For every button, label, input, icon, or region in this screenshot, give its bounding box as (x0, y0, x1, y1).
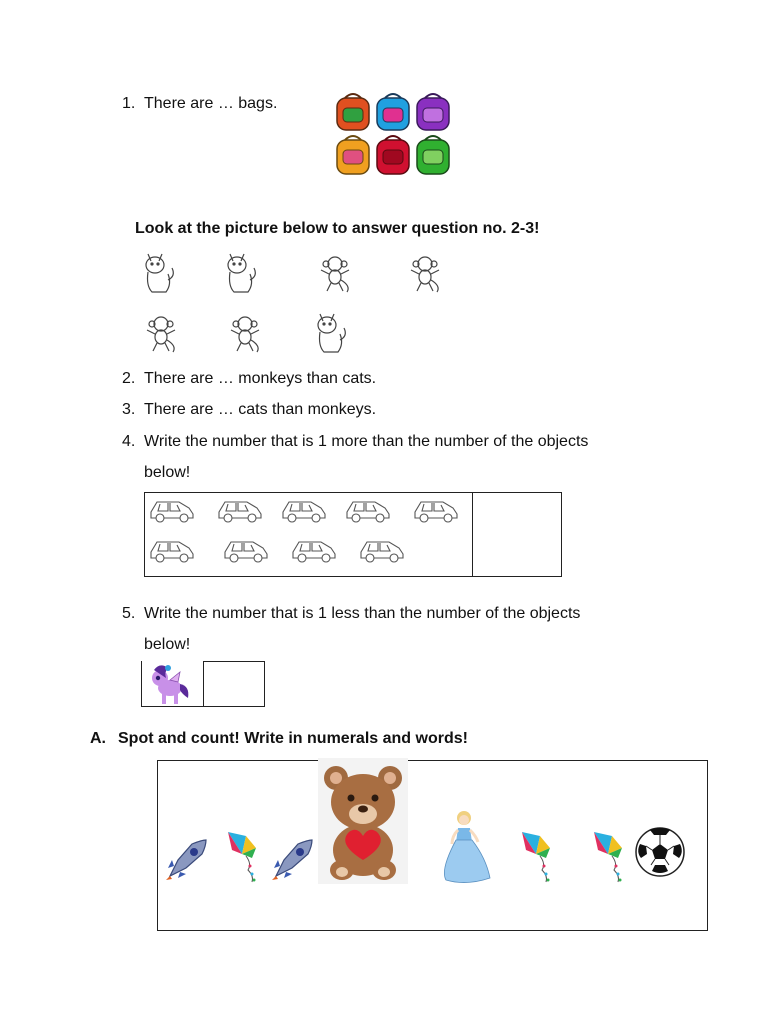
question-text: There are … bags. (144, 95, 278, 112)
question-number: 1. (122, 95, 136, 112)
question-text: Write the number that is 1 less than the number of the objects (144, 605, 581, 622)
car-icon (344, 494, 392, 524)
car-icon (412, 494, 460, 524)
car-icon (280, 494, 328, 524)
question-1 (122, 94, 277, 114)
cat-icon (140, 250, 176, 294)
question-text: There are … monkeys than cats. (144, 370, 377, 387)
bag-icon (377, 94, 409, 130)
bag-icon (377, 136, 409, 174)
section-title: Spot and count! Write in numerals and words! (118, 730, 468, 747)
kite-icon (224, 828, 268, 884)
question-4-continuation: below! (144, 464, 191, 481)
question-4 (122, 432, 588, 452)
cat-icon (312, 310, 348, 354)
question-text: Write the number that is 1 more than the number of the objects (144, 433, 589, 450)
princess-icon (438, 806, 494, 884)
section-a-heading (90, 729, 468, 749)
monkey-icon (142, 314, 180, 354)
question-number: 2. (122, 370, 136, 387)
pony-icon (148, 662, 192, 706)
answer-box-less[interactable] (203, 661, 265, 707)
question-number: 5. (122, 605, 136, 622)
car-icon (148, 534, 196, 564)
question-number: 3. (122, 401, 136, 418)
question-5-continuation: below! (144, 636, 191, 653)
soccer-ball-icon (634, 826, 686, 880)
question-2 (122, 369, 376, 389)
kite-icon (590, 828, 634, 884)
car-icon (222, 534, 270, 564)
rocket-icon (270, 836, 316, 882)
teddy-bear-icon (318, 758, 408, 884)
rocket-icon (164, 836, 210, 882)
question-3 (122, 400, 376, 420)
bag-icon (337, 136, 369, 174)
instruction-text: Look at the picture below to answer question no. 2-3! (135, 220, 540, 237)
bag-icon (417, 136, 449, 174)
car-icon (148, 494, 196, 524)
section-letter: A. (90, 730, 106, 747)
bag-icon (337, 94, 369, 130)
question-text: There are … cats than monkeys. (144, 401, 377, 418)
kite-icon (518, 828, 562, 884)
bags-illustration (334, 92, 454, 178)
cat-icon (222, 250, 258, 294)
car-icon (290, 534, 338, 564)
car-icon (216, 494, 264, 524)
monkey-icon (406, 254, 444, 294)
monkey-icon (226, 314, 264, 354)
car-icon (358, 534, 406, 564)
answer-box-more[interactable] (472, 492, 562, 577)
bags-picture (334, 92, 454, 178)
monkey-icon (316, 254, 354, 294)
question-number: 4. (122, 433, 136, 450)
bag-icon (417, 94, 449, 130)
question-5 (122, 604, 580, 624)
